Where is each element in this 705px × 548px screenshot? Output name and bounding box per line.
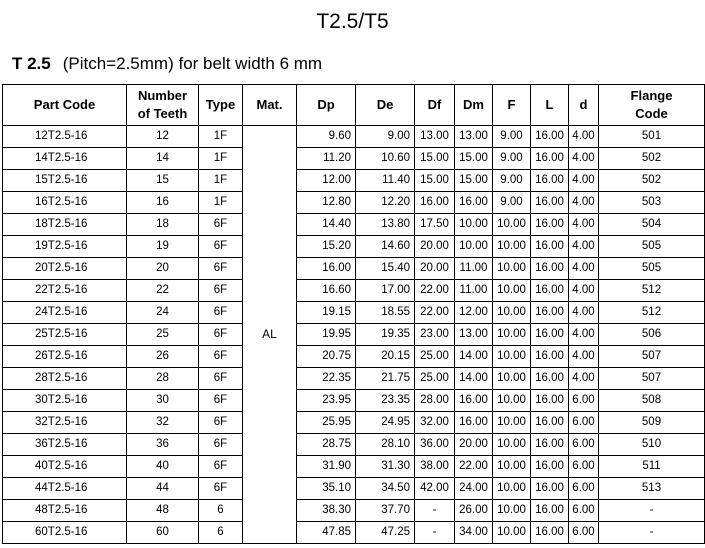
cell-flange-code: 505: [599, 236, 705, 258]
table-row: [3, 280, 705, 302]
cell-de: 14.60: [356, 236, 415, 258]
cell-de: 47.25: [356, 522, 415, 544]
cell-l: 16.00: [531, 148, 569, 170]
cell-flange-code: 512: [599, 280, 705, 302]
cell-number-of-teeth: 30: [127, 390, 199, 412]
cell-type: 6: [199, 500, 243, 522]
header-dp: Dp: [297, 85, 356, 126]
cell-dm: 13.00: [455, 126, 493, 148]
cell-d: 6.00: [569, 522, 599, 544]
cell-l: 16.00: [531, 434, 569, 456]
cell-l: 16.00: [531, 412, 569, 434]
cell-flange-code: 504: [599, 214, 705, 236]
cell-de: 18.55: [356, 302, 415, 324]
cell-flange-code: 511: [599, 456, 705, 478]
cell-df: 36.00: [415, 434, 455, 456]
header-row: [3, 85, 705, 126]
cell-number-of-teeth: 12: [127, 126, 199, 148]
cell-number-of-teeth: 24: [127, 302, 199, 324]
cell-dp: 47.85: [297, 522, 356, 544]
cell-part-code: 24T2.5-16: [3, 302, 127, 324]
cell-dp: 23.95: [297, 390, 356, 412]
cell-flange-code: 502: [599, 170, 705, 192]
cell-df: 38.00: [415, 456, 455, 478]
cell-flange-code: -: [599, 522, 705, 544]
cell-f: 9.00: [493, 148, 531, 170]
cell-dm: 10.00: [455, 214, 493, 236]
cell-dp: 25.95: [297, 412, 356, 434]
table-row: [3, 148, 705, 170]
cell-f: 10.00: [493, 522, 531, 544]
cell-part-code: 28T2.5-16: [3, 368, 127, 390]
cell-part-code: 20T2.5-16: [3, 258, 127, 280]
cell-dp: 19.15: [297, 302, 356, 324]
cell-l: 16.00: [531, 192, 569, 214]
cell-df: 15.00: [415, 170, 455, 192]
cell-de: 23.35: [356, 390, 415, 412]
header-flange-code: Flange Code: [599, 85, 705, 126]
cell-part-code: 30T2.5-16: [3, 390, 127, 412]
cell-d: 4.00: [569, 170, 599, 192]
cell-dm: 13.00: [455, 324, 493, 346]
table-caption: [12, 54, 322, 74]
header-type: Type: [199, 85, 243, 126]
cell-f: 10.00: [493, 302, 531, 324]
cell-dp: 15.20: [297, 236, 356, 258]
cell-f: 10.00: [493, 214, 531, 236]
cell-d: 4.00: [569, 346, 599, 368]
cell-de: 17.00: [356, 280, 415, 302]
cell-d: 6.00: [569, 390, 599, 412]
cell-dp: 38.30: [297, 500, 356, 522]
cell-part-code: 15T2.5-16: [3, 170, 127, 192]
cell-dm: 22.00: [455, 456, 493, 478]
cell-l: 16.00: [531, 500, 569, 522]
cell-number-of-teeth: 36: [127, 434, 199, 456]
cell-type: 6F: [199, 434, 243, 456]
table-row: [3, 192, 705, 214]
cell-flange-code: 509: [599, 412, 705, 434]
header-material: Mat.: [243, 85, 297, 126]
cell-f: 10.00: [493, 280, 531, 302]
cell-d: 4.00: [569, 324, 599, 346]
table-row: [3, 456, 705, 478]
cell-type: 6F: [199, 346, 243, 368]
cell-number-of-teeth: 14: [127, 148, 199, 170]
cell-flange-code: 501: [599, 126, 705, 148]
cell-type: 1F: [199, 148, 243, 170]
table-row: [3, 522, 705, 544]
cell-l: 16.00: [531, 324, 569, 346]
cell-dm: 16.00: [455, 192, 493, 214]
cell-flange-code: 510: [599, 434, 705, 456]
cell-d: 6.00: [569, 434, 599, 456]
table-row: [3, 258, 705, 280]
table-body: [3, 126, 705, 544]
cell-de: 28.10: [356, 434, 415, 456]
cell-dp: 16.60: [297, 280, 356, 302]
cell-dp: 20.75: [297, 346, 356, 368]
cell-l: 16.00: [531, 456, 569, 478]
cell-l: 16.00: [531, 170, 569, 192]
cell-part-code: 19T2.5-16: [3, 236, 127, 258]
cell-flange-code: 508: [599, 390, 705, 412]
cell-f: 10.00: [493, 434, 531, 456]
cell-de: 31.30: [356, 456, 415, 478]
cell-l: 16.00: [531, 302, 569, 324]
cell-dp: 31.90: [297, 456, 356, 478]
cell-type: 6F: [199, 456, 243, 478]
cell-type: 6F: [199, 390, 243, 412]
table-row: [3, 390, 705, 412]
cell-dm: 14.00: [455, 368, 493, 390]
cell-flange-code: 512: [599, 302, 705, 324]
cell-l: 16.00: [531, 368, 569, 390]
table-row: [3, 302, 705, 324]
cell-f: 10.00: [493, 500, 531, 522]
cell-df: 22.00: [415, 280, 455, 302]
header-f: F: [493, 85, 531, 126]
cell-type: 6F: [199, 368, 243, 390]
cell-type: 6F: [199, 236, 243, 258]
cell-f: 10.00: [493, 236, 531, 258]
cell-de: 13.80: [356, 214, 415, 236]
cell-f: 9.00: [493, 170, 531, 192]
page-title: T2.5/T5: [316, 10, 389, 33]
cell-dp: 9.60: [297, 126, 356, 148]
cell-number-of-teeth: 28: [127, 368, 199, 390]
header-number-of-teeth: Number of Teeth: [127, 85, 199, 126]
cell-l: 16.00: [531, 346, 569, 368]
cell-de: 34.50: [356, 478, 415, 500]
cell-l: 16.00: [531, 390, 569, 412]
cell-part-code: 26T2.5-16: [3, 346, 127, 368]
cell-part-code: 18T2.5-16: [3, 214, 127, 236]
cell-number-of-teeth: 16: [127, 192, 199, 214]
cell-type: 6F: [199, 412, 243, 434]
table-row: [3, 434, 705, 456]
cell-df: 25.00: [415, 346, 455, 368]
cell-de: 12.20: [356, 192, 415, 214]
cell-number-of-teeth: 32: [127, 412, 199, 434]
series-code: T 2.5: [12, 54, 51, 73]
cell-f: 9.00: [493, 192, 531, 214]
cell-material: AL: [243, 126, 297, 544]
cell-type: 6: [199, 522, 243, 544]
cell-l: 16.00: [531, 280, 569, 302]
table-row: [3, 236, 705, 258]
cell-df: 16.00: [415, 192, 455, 214]
cell-dp: 22.35: [297, 368, 356, 390]
cell-de: 10.60: [356, 148, 415, 170]
cell-dp: 12.00: [297, 170, 356, 192]
cell-df: 23.00: [415, 324, 455, 346]
cell-dm: 34.00: [455, 522, 493, 544]
cell-d: 4.00: [569, 368, 599, 390]
cell-number-of-teeth: 26: [127, 346, 199, 368]
cell-dm: 14.00: [455, 346, 493, 368]
cell-type: 6F: [199, 478, 243, 500]
cell-number-of-teeth: 18: [127, 214, 199, 236]
cell-number-of-teeth: 60: [127, 522, 199, 544]
cell-part-code: 32T2.5-16: [3, 412, 127, 434]
cell-dm: 15.00: [455, 170, 493, 192]
header-df: Df: [415, 85, 455, 126]
cell-dm: 11.00: [455, 280, 493, 302]
header-dm: Dm: [455, 85, 493, 126]
cell-dm: 20.00: [455, 434, 493, 456]
cell-d: 4.00: [569, 258, 599, 280]
cell-df: 25.00: [415, 368, 455, 390]
cell-dm: 26.00: [455, 500, 493, 522]
table-row: [3, 478, 705, 500]
cell-dm: 10.00: [455, 236, 493, 258]
cell-type: 1F: [199, 126, 243, 148]
cell-part-code: 12T2.5-16: [3, 126, 127, 148]
cell-de: 19.35: [356, 324, 415, 346]
cell-flange-code: 505: [599, 258, 705, 280]
cell-dp: 12.80: [297, 192, 356, 214]
cell-flange-code: 506: [599, 324, 705, 346]
cell-df: -: [415, 500, 455, 522]
cell-number-of-teeth: 20: [127, 258, 199, 280]
cell-df: 13.00: [415, 126, 455, 148]
cell-dm: 16.00: [455, 412, 493, 434]
cell-dp: 19.95: [297, 324, 356, 346]
cell-dm: 24.00: [455, 478, 493, 500]
cell-number-of-teeth: 22: [127, 280, 199, 302]
cell-part-code: 60T2.5-16: [3, 522, 127, 544]
table-row: [3, 170, 705, 192]
table-row: [3, 324, 705, 346]
cell-df: 42.00: [415, 478, 455, 500]
cell-part-code: 44T2.5-16: [3, 478, 127, 500]
cell-number-of-teeth: 25: [127, 324, 199, 346]
cell-dm: 15.00: [455, 148, 493, 170]
cell-number-of-teeth: 19: [127, 236, 199, 258]
cell-l: 16.00: [531, 126, 569, 148]
cell-df: 15.00: [415, 148, 455, 170]
cell-dm: 16.00: [455, 390, 493, 412]
cell-d: 4.00: [569, 280, 599, 302]
cell-part-code: 16T2.5-16: [3, 192, 127, 214]
cell-df: 20.00: [415, 258, 455, 280]
cell-flange-code: 507: [599, 368, 705, 390]
cell-dm: 11.00: [455, 258, 493, 280]
table-row: [3, 500, 705, 522]
cell-dp: 35.10: [297, 478, 356, 500]
cell-de: 24.95: [356, 412, 415, 434]
header-de: De: [356, 85, 415, 126]
cell-type: 1F: [199, 192, 243, 214]
cell-part-code: 40T2.5-16: [3, 456, 127, 478]
cell-l: 16.00: [531, 258, 569, 280]
cell-de: 20.15: [356, 346, 415, 368]
cell-f: 10.00: [493, 456, 531, 478]
cell-number-of-teeth: 40: [127, 456, 199, 478]
cell-df: 17.50: [415, 214, 455, 236]
cell-flange-code: 507: [599, 346, 705, 368]
cell-type: 1F: [199, 170, 243, 192]
cell-df: 22.00: [415, 302, 455, 324]
cell-df: 20.00: [415, 236, 455, 258]
cell-df: 28.00: [415, 390, 455, 412]
cell-type: 6F: [199, 324, 243, 346]
cell-part-code: 14T2.5-16: [3, 148, 127, 170]
cell-flange-code: 503: [599, 192, 705, 214]
table-row: [3, 368, 705, 390]
cell-dp: 16.00: [297, 258, 356, 280]
cell-f: 10.00: [493, 390, 531, 412]
header-d: d: [569, 85, 599, 126]
cell-f: 10.00: [493, 258, 531, 280]
cell-d: 6.00: [569, 456, 599, 478]
cell-d: 4.00: [569, 302, 599, 324]
cell-f: 10.00: [493, 412, 531, 434]
cell-de: 9.00: [356, 126, 415, 148]
cell-type: 6F: [199, 258, 243, 280]
cell-dp: 14.40: [297, 214, 356, 236]
cell-number-of-teeth: 44: [127, 478, 199, 500]
cell-l: 16.00: [531, 478, 569, 500]
cell-flange-code: 513: [599, 478, 705, 500]
pulley-spec-table: [2, 84, 705, 544]
cell-f: 10.00: [493, 324, 531, 346]
cell-d: 4.00: [569, 192, 599, 214]
cell-type: 6F: [199, 214, 243, 236]
cell-d: 6.00: [569, 478, 599, 500]
cell-l: 16.00: [531, 214, 569, 236]
table-row: [3, 346, 705, 368]
cell-flange-code: 502: [599, 148, 705, 170]
cell-number-of-teeth: 15: [127, 170, 199, 192]
cell-f: 10.00: [493, 368, 531, 390]
cell-d: 6.00: [569, 412, 599, 434]
table-row: [3, 412, 705, 434]
cell-part-code: 25T2.5-16: [3, 324, 127, 346]
cell-d: 4.00: [569, 214, 599, 236]
header-l: L: [531, 85, 569, 126]
cell-flange-code: -: [599, 500, 705, 522]
cell-f: 9.00: [493, 126, 531, 148]
cell-type: 6F: [199, 280, 243, 302]
cell-f: 10.00: [493, 346, 531, 368]
cell-part-code: 48T2.5-16: [3, 500, 127, 522]
cell-de: 37.70: [356, 500, 415, 522]
cell-part-code: 22T2.5-16: [3, 280, 127, 302]
cell-df: -: [415, 522, 455, 544]
cell-f: 10.00: [493, 478, 531, 500]
series-description: (Pitch=2.5mm) for belt width 6 mm: [62, 54, 323, 73]
cell-d: 4.00: [569, 148, 599, 170]
cell-de: 15.40: [356, 258, 415, 280]
cell-l: 16.00: [531, 522, 569, 544]
cell-df: 32.00: [415, 412, 455, 434]
cell-l: 16.00: [531, 236, 569, 258]
cell-dp: 28.75: [297, 434, 356, 456]
cell-dp: 11.20: [297, 148, 356, 170]
cell-d: 4.00: [569, 236, 599, 258]
table-row: [3, 126, 705, 148]
table-row: [3, 214, 705, 236]
cell-d: 4.00: [569, 126, 599, 148]
header-part-code: Part Code: [3, 85, 127, 126]
cell-de: 11.40: [356, 170, 415, 192]
cell-dm: 12.00: [455, 302, 493, 324]
cell-part-code: 36T2.5-16: [3, 434, 127, 456]
cell-number-of-teeth: 48: [127, 500, 199, 522]
cell-de: 21.75: [356, 368, 415, 390]
cell-d: 6.00: [569, 500, 599, 522]
cell-type: 6F: [199, 302, 243, 324]
